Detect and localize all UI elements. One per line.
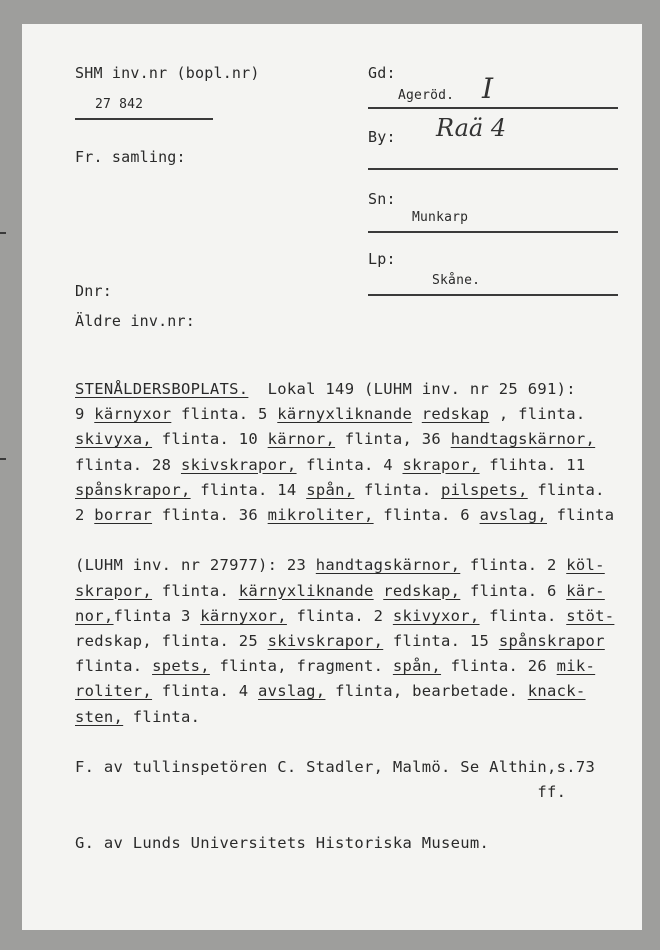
body-text-segment: 2 [75, 506, 95, 524]
underlined-term: STENÅLDERSBOPLATS. [75, 380, 249, 398]
underlined-term: spånskrapor [498, 632, 605, 650]
sn-value: Munkarp [412, 210, 469, 225]
underlined-term: skivskrapor, [180, 455, 297, 474]
body-line [75, 657, 595, 675]
underlined-term: kärnyxliknande [238, 581, 374, 600]
underlined-term: skrapor, [402, 455, 480, 474]
body-text-segment: flinta, bearbetade. [325, 682, 528, 701]
underlined-term: pilspets, [441, 480, 528, 499]
body-line [75, 456, 586, 474]
underlined-term: kärnyxor [94, 405, 172, 424]
underlined-term: skivyxor, [392, 606, 480, 625]
body-text-segment: flinta, fragment. [209, 657, 393, 676]
lp-label: Lp: [368, 250, 396, 268]
underlined-term: avslag, [258, 682, 326, 701]
body-text-segment: flinta. 2 [460, 556, 567, 575]
body-text-segment: flihta. 11 [479, 455, 586, 474]
shm-inv-value: 27 842 [95, 97, 144, 112]
body-text-segment: G. av Lunds Universitets Historiska Museum. [75, 833, 490, 852]
gd-value: Ageröd. [398, 88, 455, 103]
body-text-segment: (LUHM inv. nr 27977): 23 [75, 556, 316, 575]
body-line [75, 405, 586, 423]
underlined-term: skivyxa, [75, 430, 153, 449]
body-line [75, 682, 586, 700]
body-text-segment [374, 582, 384, 600]
body-text-segment: flinta. 6 [373, 506, 480, 524]
underlined-term: kärnor, [267, 430, 336, 449]
catalog-card [22, 24, 642, 930]
gd-handwritten: I [482, 72, 494, 105]
sn-underline [368, 231, 618, 233]
body-text-segment: flinta. 10 [152, 430, 268, 449]
underlined-term: borrar [94, 506, 153, 524]
underlined-term: spån, [392, 657, 442, 676]
gd-underline [368, 107, 618, 109]
aldre-inv-label: Äldre inv.nr: [75, 312, 195, 330]
by-underline [368, 168, 618, 170]
body-text-segment: flinta. 5 [171, 405, 278, 424]
underlined-term: köl- [566, 556, 605, 575]
underlined-term: redskap [421, 405, 490, 424]
body-text-segment: redskap, flinta. 25 [75, 632, 268, 650]
underlined-term: kärnyxor, [200, 606, 287, 625]
underlined-term: skrapor, [75, 581, 153, 600]
underlined-term: avslag, [479, 506, 547, 524]
body-text-segment: flinta. 15 [383, 632, 499, 650]
body-text-segment: flinta, 36 [335, 430, 451, 449]
underlined-term: spets, [152, 657, 210, 676]
underlined-term: redskap, [383, 581, 461, 600]
body-text-segment: flinta. [152, 581, 239, 600]
fr-samling-label: Fr. samling: [75, 148, 186, 166]
body-text-segment: flinta. 28 [75, 455, 181, 474]
underlined-term: mikroliter, [267, 506, 374, 524]
body-line [75, 607, 614, 625]
body-text-segment: flinta. [123, 707, 201, 726]
body-text-segment [412, 405, 422, 423]
body-text-segment: flinta. 14 [190, 480, 307, 499]
body-text-segment: Lokal 149 (LUHM inv. nr 25 691): [248, 380, 576, 398]
underlined-term: spån, [306, 480, 355, 499]
body-line [75, 632, 605, 650]
lp-underline [368, 294, 618, 296]
body-text-segment: flinta. [527, 480, 605, 499]
body-line [75, 708, 200, 726]
edge-mark [0, 232, 6, 234]
body-line [75, 582, 605, 600]
dnr-label: Dnr: [75, 282, 112, 300]
body-line [75, 380, 576, 398]
underlined-term: nor, [75, 606, 114, 625]
body-line [75, 556, 605, 574]
body-line [75, 506, 614, 524]
body-text-segment: flinta. 26 [441, 657, 557, 676]
sn-label: Sn: [368, 190, 396, 208]
underlined-term: spånskrapor, [75, 480, 191, 499]
body-text-segment: flinta. 6 [460, 581, 567, 600]
body-text-segment: flinta. [354, 480, 442, 499]
underlined-term: handtagskärnor, [315, 556, 461, 575]
body-text-segment: flinta. [75, 657, 153, 676]
body-line [75, 430, 595, 448]
body-line [75, 834, 489, 852]
body-line [75, 758, 595, 776]
underlined-term: skivskrapor, [267, 632, 384, 650]
edge-mark [0, 458, 6, 460]
body-text-segment: 9 [75, 405, 95, 424]
underlined-term: handtagskärnor, [450, 430, 596, 449]
shm-inv-label: SHM inv.nr (bopl.nr) [75, 64, 260, 82]
underlined-term: mik- [556, 657, 596, 676]
body-text-segment: flinta [547, 506, 615, 524]
underlined-term: kärnyxliknande [277, 405, 413, 424]
body-text-segment: flinta. [479, 606, 567, 625]
body-text-segment: F. av tullinspetören C. Stadler, Malmö. Se Althin,s.73 [75, 758, 596, 776]
body-text-segment: ff. [75, 783, 567, 802]
lp-value: Skåne. [432, 273, 481, 288]
underlined-term: roliter, [75, 682, 153, 701]
gd-label: Gd: [368, 64, 396, 82]
body-text-segment: flinta. 36 [152, 506, 268, 524]
body-text-segment: flinta. 4 [152, 682, 259, 701]
by-handwritten: Raä 4 [436, 114, 507, 142]
body-line [75, 481, 605, 499]
body-line [75, 783, 566, 801]
underlined-term: kär- [566, 581, 605, 600]
body-text-segment: flinta. 4 [296, 455, 403, 474]
underlined-term: knack- [527, 682, 586, 701]
underlined-term: stöt- [566, 606, 615, 625]
shm-underline [75, 118, 213, 120]
underlined-term: sten, [75, 707, 124, 726]
body-text-segment: flinta. 2 [286, 606, 393, 625]
by-label: By: [368, 128, 396, 146]
body-text-segment: , flinta. [489, 405, 586, 424]
body-text-segment: flinta 3 [113, 606, 201, 625]
